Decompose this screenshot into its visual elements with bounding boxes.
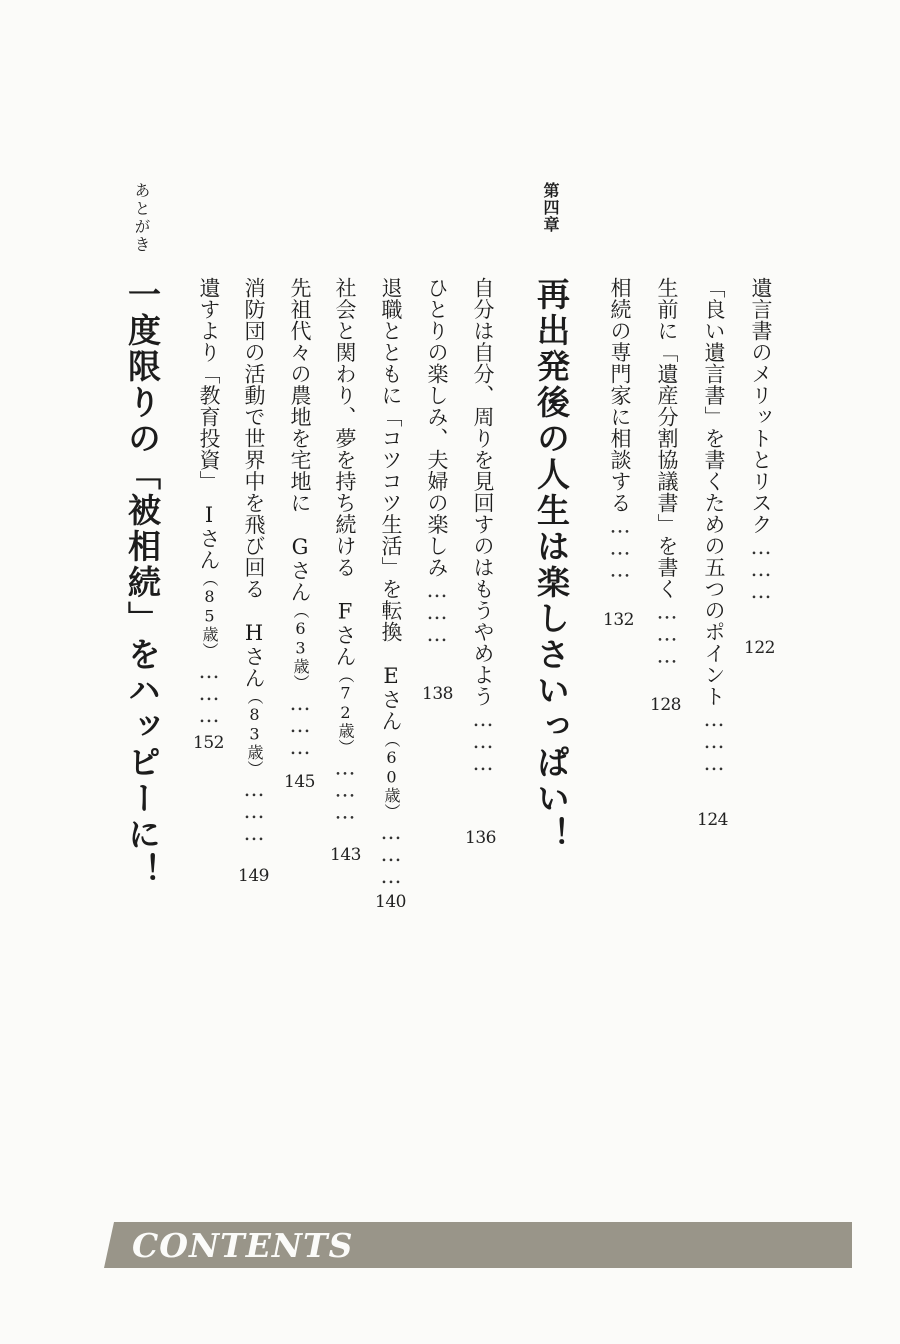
toc-entry-title: 相続の専門家に相談する xyxy=(608,277,632,514)
toc-entry[interactable] xyxy=(198,277,219,725)
toc-entry-title: 遺言書のメリットとリスク xyxy=(749,277,773,535)
chapter-label: 第四章 xyxy=(541,182,560,233)
page-number: 132 xyxy=(603,610,634,630)
afterword-label: あとがき xyxy=(132,182,151,254)
toc-entry[interactable] xyxy=(289,277,310,757)
toc-entry-title: 生前に「遺産分割協議書」を書く xyxy=(655,277,679,600)
toc-entry[interactable] xyxy=(243,277,264,843)
leader-dots: ……… xyxy=(608,513,632,580)
toc-entry-title: 自分は自分、周りを見回すのはもうやめよう xyxy=(471,277,495,707)
contents-banner xyxy=(104,1222,852,1268)
leader-dots: ……… xyxy=(702,707,726,773)
leader-dots: ……… xyxy=(242,777,266,843)
age-label: （83歳） xyxy=(245,688,264,777)
age-label: （60歳） xyxy=(382,731,401,820)
age-label: （85歳） xyxy=(200,570,219,659)
toc-entry[interactable] xyxy=(334,277,355,822)
leader-dots: ……… xyxy=(333,755,357,822)
age-label: （63歳） xyxy=(291,602,310,691)
toc-entry[interactable] xyxy=(750,277,771,601)
toc-entry-title: 消防団の活動で世界中を飛び回る Hさん xyxy=(242,277,266,689)
toc-entry-title: 社会と関わり、夢を持ち続ける Fさん xyxy=(333,277,357,667)
leader-dots: ……… xyxy=(288,691,312,757)
leader-dots: ……… xyxy=(655,599,679,666)
toc-entry[interactable] xyxy=(703,277,724,773)
toc-entry[interactable] xyxy=(609,277,630,580)
leader-dots: ……… xyxy=(749,535,773,601)
page-number: 140 xyxy=(375,892,406,912)
age-label: （72歳） xyxy=(336,667,355,756)
banner-title: CONTENTS xyxy=(132,1226,354,1265)
chapter-title[interactable]: 再出発後の人生は楽しさいっぱい！ xyxy=(532,277,571,853)
leader-dots: ……… xyxy=(379,820,403,886)
page-number: 138 xyxy=(422,684,453,704)
page-number: 136 xyxy=(465,828,496,848)
toc-entry-title: 遺すより「教育投資」 Iさん xyxy=(197,277,221,571)
toc-entry-title: 先祖代々の農地を宅地に Gさん xyxy=(288,277,312,603)
leader-dots: ……… xyxy=(425,578,449,644)
afterword-title[interactable]: 一度限りの「被相続」をハッピーに！ xyxy=(123,277,162,889)
page-number: 149 xyxy=(238,866,269,886)
toc-entry-title: 「良い遺言書」を書くための五つのポイント xyxy=(702,277,726,707)
toc-entry[interactable] xyxy=(472,277,493,773)
toc-entry[interactable] xyxy=(380,277,401,886)
toc-entry-title: 退職とともに「コツコツ生活」を転換 Eさん xyxy=(379,277,403,732)
page-number: 143 xyxy=(330,845,361,865)
page-number: 128 xyxy=(650,695,681,715)
leader-dots: ……… xyxy=(471,707,495,773)
page-number: 145 xyxy=(284,772,315,792)
page-number: 124 xyxy=(697,810,728,830)
toc-entry-title: ひとりの楽しみ、夫婦の楽しみ xyxy=(425,277,449,578)
page-number: 152 xyxy=(193,733,224,753)
toc-entry[interactable] xyxy=(426,277,447,644)
page-number: 122 xyxy=(744,638,775,658)
leader-dots: ……… xyxy=(197,659,221,725)
toc-entry[interactable] xyxy=(656,277,677,666)
